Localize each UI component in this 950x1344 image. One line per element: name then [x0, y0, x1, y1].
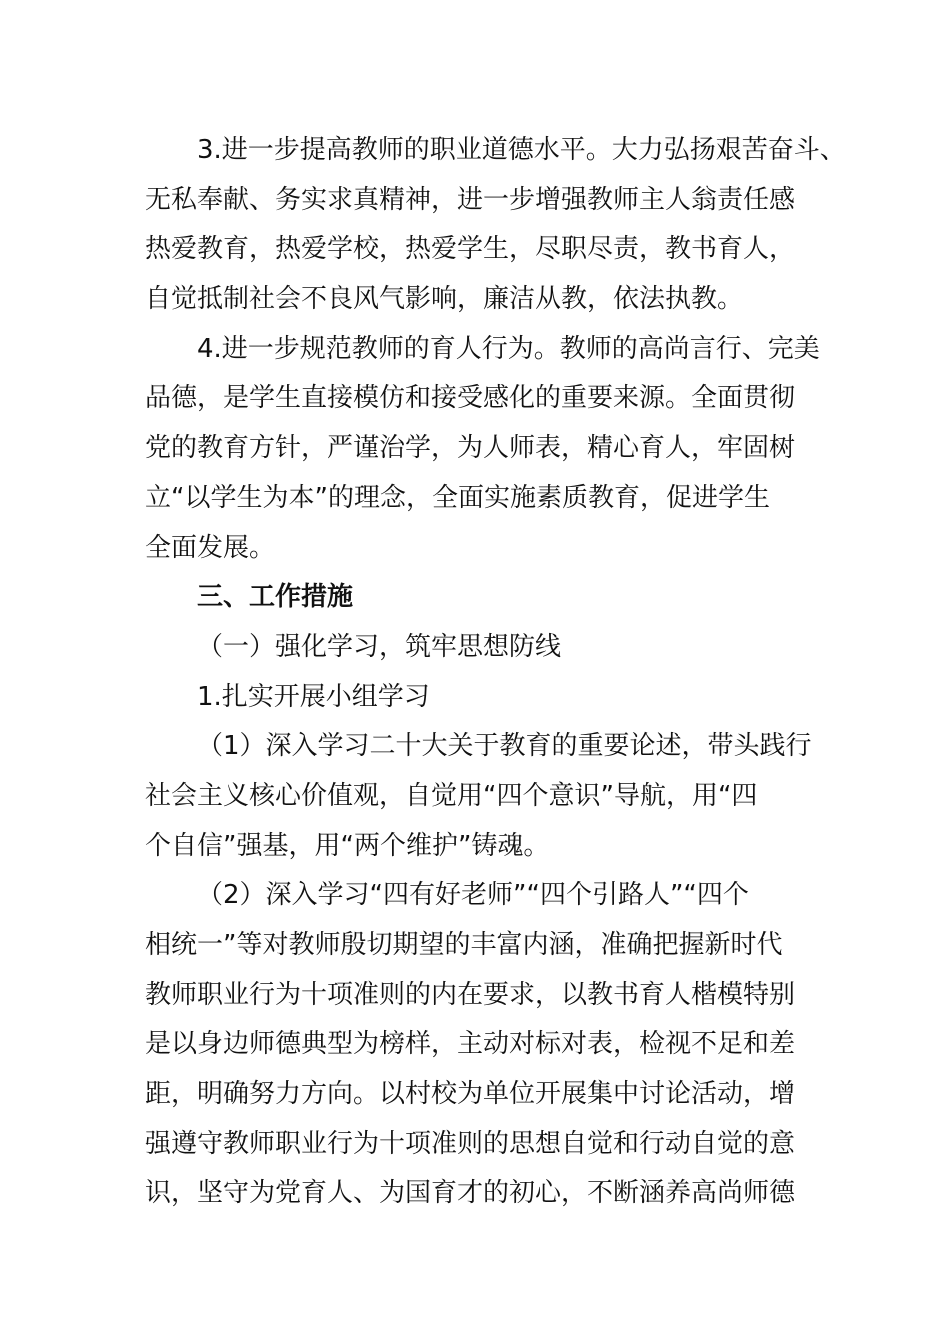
paragraph-line: 无私奉献、务实求真精神，进一步增强教师主人翁责任感 [145, 184, 796, 215]
paragraph-line: 距，明确努力方向。以村校为单位开展集中讨论活动，增 [145, 1079, 796, 1110]
paragraph-line: 强遵守教师职业行为十项准则的思想自觉和行动自觉的意 [145, 1128, 796, 1159]
paragraph-line: 自觉抵制社会不良风气影响，廉洁从教，依法执教。 [145, 284, 744, 315]
paragraph-line: （2）深入学习“四有好老师”“四个引路人”“四个 [197, 880, 749, 911]
paragraph-line: 热爱教育，热爱学校，热爱学生，尽职尽责，教书育人， [145, 234, 796, 265]
paragraph-line: 个自信”强基，用“两个维护”铸魂。 [145, 830, 550, 861]
paragraph-line: （1）深入学习二十大关于教育的重要论述，带头践行 [197, 731, 812, 762]
paragraph-line: 教师职业行为十项准则的内在要求，以教书育人楷模特别 [145, 979, 796, 1010]
document-body [145, 126, 846, 1219]
paragraph-line: 党的教育方针，严谨治学，为人师表，精心育人，牢固树 [145, 433, 796, 464]
subsection-heading: （一）强化学习，筑牢思想防线 [197, 631, 562, 662]
paragraph-line: 4.进一步规范教师的育人行为。教师的高尚言行、完美 [197, 333, 820, 364]
paragraph-line: 品德，是学生直接模仿和接受感化的重要来源。全面贯彻 [145, 383, 796, 414]
item-heading: 1.扎实开展小组学习 [197, 681, 430, 712]
paragraph-line: 社会主义核心价值观，自觉用“四个意识”导航，用“四 [145, 780, 758, 811]
paragraph-line: 相统一”等对教师殷切期望的丰富内涵，准确把握新时代 [145, 930, 783, 960]
paragraph-line: 是以身边师德典型为榜样，主动对标对表，检视不足和差 [145, 1029, 796, 1060]
paragraph-line: 识，坚守为党育人、为国育才的初心，不断涵养高尚师德 [145, 1178, 796, 1209]
section-heading: 三、工作措施 [197, 582, 354, 613]
paragraph-line: 立“以学生为本”的理念，全面实施素质教育，促进学生 [145, 482, 770, 513]
paragraph-line: 3.进一步提高教师的职业道德水平。大力弘扬艰苦奋斗、 [197, 135, 846, 165]
paragraph-line: 全面发展。 [145, 532, 276, 563]
